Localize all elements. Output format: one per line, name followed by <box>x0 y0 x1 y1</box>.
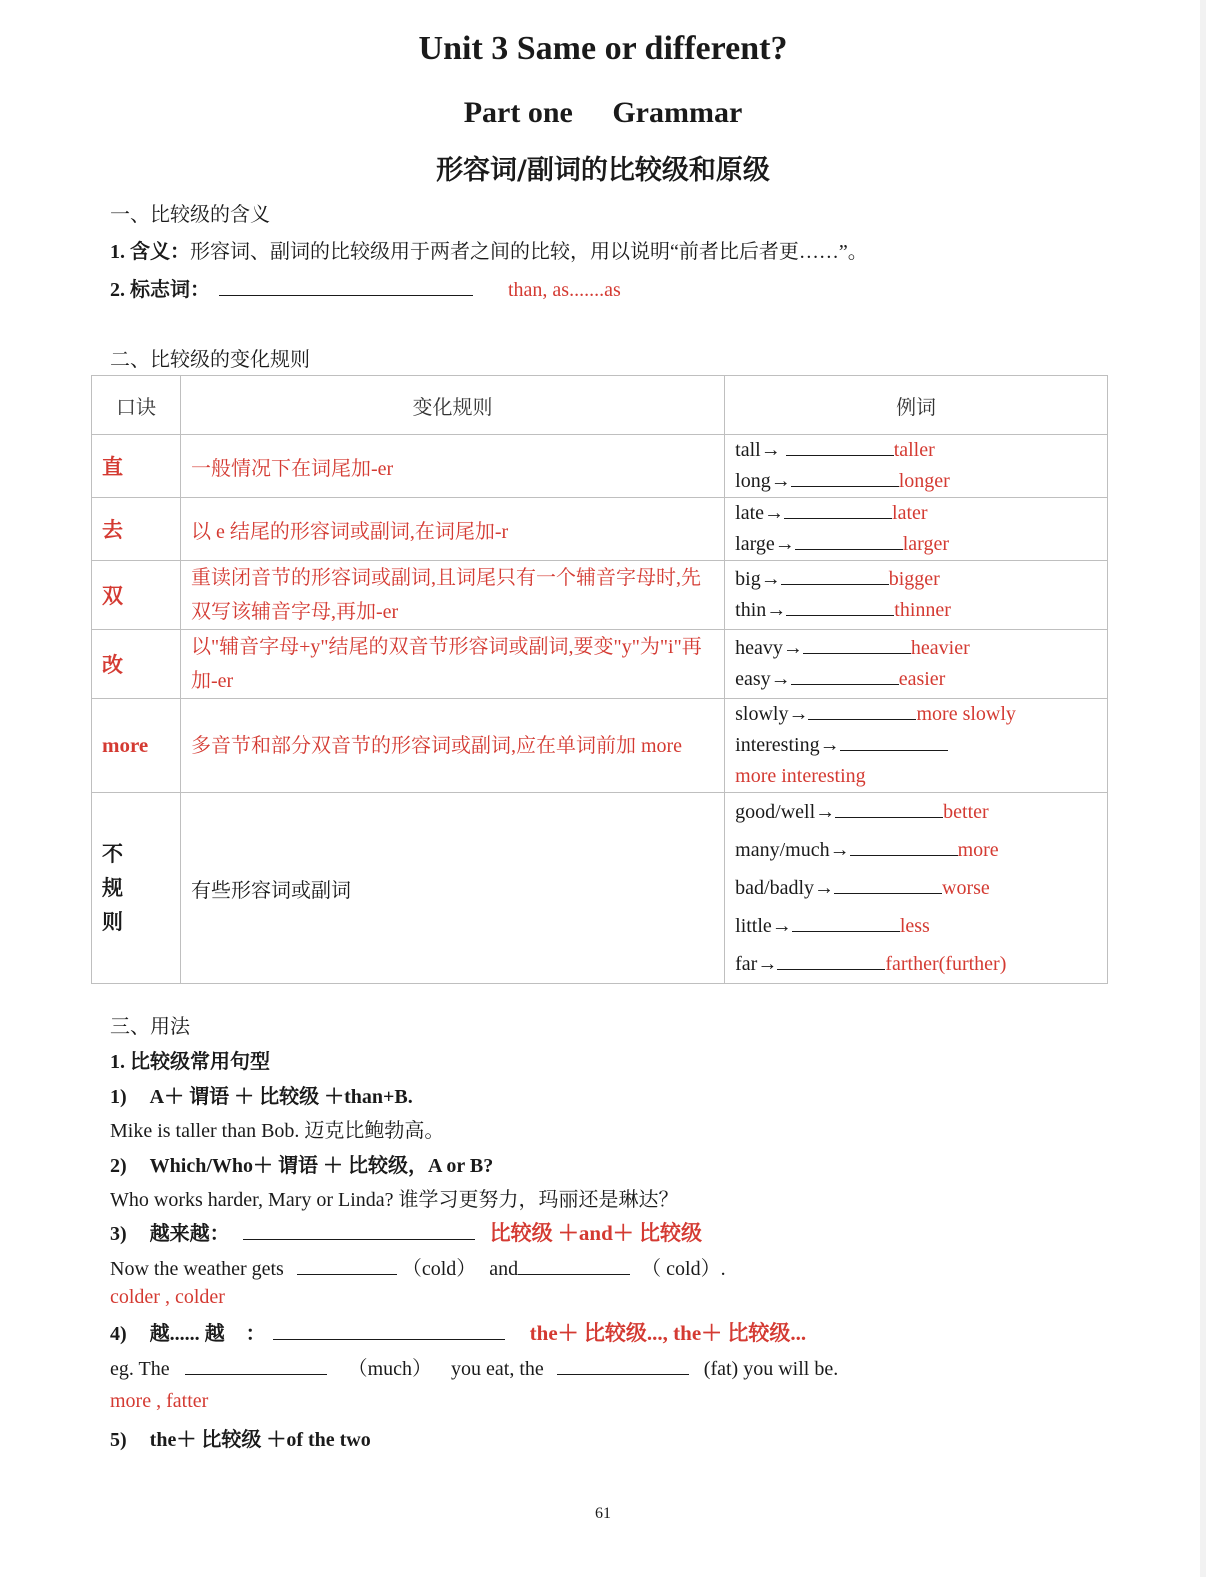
pattern-4-answer: more , fatter <box>110 1390 209 1412</box>
answer-blank[interactable] <box>795 531 903 550</box>
rule-cell: 以"辅音字母+y"结尾的双音节形容词或副词,要变"y"为"i"再加-er <box>180 630 724 699</box>
example-word: bad/badly→ <box>735 877 835 899</box>
page-edge <box>1200 0 1206 1577</box>
pattern-1-example: Mike is taller than Bob. 迈克比鲍勃高。 <box>110 1120 445 1142</box>
example-text: （cold） <box>401 1258 477 1280</box>
pattern-4-example <box>110 1352 838 1381</box>
example-word: little→ <box>735 915 792 937</box>
pattern-1 <box>110 1080 413 1109</box>
usage-item-heading: 1. 比较级常用句型 <box>110 1051 270 1073</box>
example-item <box>735 831 1097 869</box>
example-word: thin→ <box>735 599 787 621</box>
answer-blank[interactable] <box>185 1356 327 1375</box>
example-text: you eat, the <box>451 1358 544 1380</box>
rule-cell: 一般情况下在词尾加-er <box>180 435 724 498</box>
answer-blank[interactable] <box>792 913 900 932</box>
mnemonic-cell: 双 <box>92 561 181 630</box>
mnemonic-cell <box>92 793 181 984</box>
example-answer: easier <box>898 668 946 690</box>
example-item <box>735 435 1097 466</box>
mnemonic-char: 规 <box>102 876 123 900</box>
example-item <box>735 869 1097 907</box>
pattern-number: 1) <box>110 1086 127 1108</box>
example-item <box>735 633 1097 664</box>
signal-words-label: 2. 标志词： <box>110 279 210 301</box>
pattern-text: the＋ 比较级 ＋of the two <box>149 1429 371 1451</box>
example-item <box>735 466 1097 497</box>
pattern-3 <box>110 1217 702 1247</box>
example-item <box>735 945 1097 983</box>
example-answer: more <box>957 839 999 861</box>
examples-cell <box>725 630 1108 699</box>
example-answer: later <box>892 502 928 524</box>
page-number: 61 <box>595 1505 611 1522</box>
pattern-2-example: Who works harder, Mary or Linda? 谁学习更努力，玛丽还是琳达？ <box>110 1189 679 1211</box>
example-answer: farther(further) <box>885 953 1007 975</box>
example-word: tall→ <box>735 439 781 461</box>
example-answer: taller <box>893 439 935 461</box>
rule-cell: 多音节和部分双音节的形容词或副词,应在单词前加 more <box>180 699 724 793</box>
example-word: big→ <box>735 568 781 590</box>
section2-heading: 二、比较级的变化规则 <box>110 349 310 371</box>
comparative-rules-table <box>91 375 1108 984</box>
example-answer: bigger <box>888 568 940 590</box>
answer-blank[interactable] <box>840 732 948 751</box>
answer-blank[interactable] <box>808 701 916 720</box>
example-item <box>735 699 1097 730</box>
answer-blank[interactable] <box>297 1256 397 1275</box>
example-text: Now the weather gets <box>110 1258 284 1280</box>
mnemonic-cell: more <box>92 699 181 793</box>
example-word: easy→ <box>735 668 791 690</box>
pattern-number: 4) <box>110 1323 127 1345</box>
table-row <box>92 561 1108 630</box>
topic-heading: 形容词/副词的比较级和原级 <box>436 155 770 186</box>
rule-cell: 有些形容词或副词 <box>180 793 724 984</box>
answer-blank[interactable] <box>777 951 885 970</box>
examples-cell <box>725 793 1108 984</box>
example-word: long→ <box>735 470 791 492</box>
mnemonic-cell: 改 <box>92 630 181 699</box>
example-answer: heavier <box>910 637 970 659</box>
answer-blank[interactable] <box>850 837 958 856</box>
definition-label: 1. 含义： <box>110 241 190 263</box>
example-text: （ cold）. <box>641 1258 726 1280</box>
pattern-3-example <box>110 1252 726 1281</box>
table-row <box>92 793 1108 984</box>
pattern-4 <box>110 1317 806 1347</box>
example-item <box>735 793 1097 831</box>
example-text: （much） <box>347 1358 433 1380</box>
table-row <box>92 699 1108 793</box>
example-word: many/much→ <box>735 839 850 861</box>
table-row <box>92 435 1108 498</box>
header-cell: 变化规则 <box>180 376 724 435</box>
example-text: eg. The <box>110 1358 170 1380</box>
pattern-3-answer: colder , colder <box>110 1286 225 1308</box>
pattern-2 <box>110 1149 493 1178</box>
pattern-number: 2) <box>110 1155 127 1177</box>
example-word: interesting→ <box>735 734 840 756</box>
signal-words-line <box>110 273 621 302</box>
page-title: Unit 3 Same or different? <box>418 30 788 67</box>
pattern-text: Which/Who＋ 谓语 ＋ 比较级，A or B? <box>149 1155 494 1177</box>
mnemonic-cell: 直 <box>92 435 181 498</box>
table-row <box>92 630 1108 699</box>
answer-blank[interactable] <box>784 500 892 519</box>
example-word: large→ <box>735 533 795 555</box>
table-header-row <box>92 376 1108 435</box>
answer-blank[interactable] <box>835 799 943 818</box>
example-item <box>735 664 1097 695</box>
answer-blank[interactable] <box>786 437 894 456</box>
pattern-label: 越来越： <box>149 1223 230 1245</box>
example-word: far→ <box>735 953 778 975</box>
example-answer: less <box>899 915 930 937</box>
example-text: (fat) you will be. <box>703 1358 839 1380</box>
example-item <box>735 564 1097 595</box>
answer-blank[interactable] <box>786 597 894 616</box>
answer-blank[interactable] <box>273 1321 505 1340</box>
signal-words-answer: than, as.......as <box>508 279 621 301</box>
answer-blank[interactable] <box>791 666 899 685</box>
example-word: late→ <box>735 502 785 524</box>
example-item <box>735 907 1097 945</box>
example-text: and <box>489 1258 519 1280</box>
mnemonic-char: 不 <box>102 842 123 866</box>
example-word: slowly→ <box>735 703 809 725</box>
header-cell: 例词 <box>725 376 1108 435</box>
mnemonic-char: 则 <box>102 910 123 934</box>
pattern-answer: 比较级 ＋and＋ 比较级 <box>489 1221 703 1245</box>
example-answer: larger <box>902 533 950 555</box>
answer-blank[interactable] <box>834 875 942 894</box>
pattern-5 <box>110 1423 371 1452</box>
example-answer: more interesting <box>735 765 866 787</box>
example-item <box>735 529 1097 560</box>
pattern-text: A＋ 谓语 ＋ 比较级 ＋than+B. <box>149 1086 413 1108</box>
examples-cell <box>725 699 1108 793</box>
answer-blank[interactable] <box>243 1221 475 1240</box>
pattern-number: 3) <box>110 1223 127 1245</box>
answer-blank[interactable] <box>219 277 473 296</box>
header-cell: 口诀 <box>92 376 181 435</box>
section1-heading: 一、比较级的含义 <box>110 204 270 226</box>
answer-blank[interactable] <box>791 468 899 487</box>
examples-cell <box>725 561 1108 630</box>
example-answer: thinner <box>894 599 951 621</box>
pattern-colon: ： <box>245 1323 266 1345</box>
answer-blank[interactable] <box>518 1256 630 1275</box>
pattern-number: 5) <box>110 1429 127 1451</box>
pattern-answer: the＋ 比较级..., the＋ 比较级... <box>529 1321 807 1345</box>
example-answer: worse <box>942 877 990 899</box>
example-word: good/well→ <box>735 801 836 823</box>
answer-blank[interactable] <box>803 635 911 654</box>
example-word: heavy→ <box>735 637 803 659</box>
pattern-label: 越...... 越 <box>149 1323 225 1345</box>
rule-cell: 以 e 结尾的形容词或副词,在词尾加-r <box>180 498 724 561</box>
example-answer: better <box>943 801 989 823</box>
examples-cell <box>725 498 1108 561</box>
example-answer: more slowly <box>916 703 1016 725</box>
section3-heading: 三、用法 <box>110 1016 190 1038</box>
page-subtitle <box>0 96 1206 130</box>
table-row <box>92 498 1108 561</box>
rule-cell: 重读闭音节的形容词或副词,且词尾只有一个辅音字母时,先双写该辅音字母,再加-er <box>180 561 724 630</box>
answer-blank[interactable] <box>557 1356 689 1375</box>
examples-cell <box>725 435 1108 498</box>
example-item <box>735 730 1097 761</box>
definition-line <box>110 235 868 264</box>
answer-blank[interactable] <box>781 566 889 585</box>
definition-text: 形容词、副词的比较级用于两者之间的比较，用以说明“前者比后者更……”。 <box>190 241 868 263</box>
example-answer: longer <box>898 470 950 492</box>
subtitle-part: Part one <box>463 96 573 129</box>
example-item <box>735 595 1097 626</box>
mnemonic-cell: 去 <box>92 498 181 561</box>
subtitle-topic: Grammar <box>612 96 743 129</box>
example-item <box>735 498 1097 529</box>
